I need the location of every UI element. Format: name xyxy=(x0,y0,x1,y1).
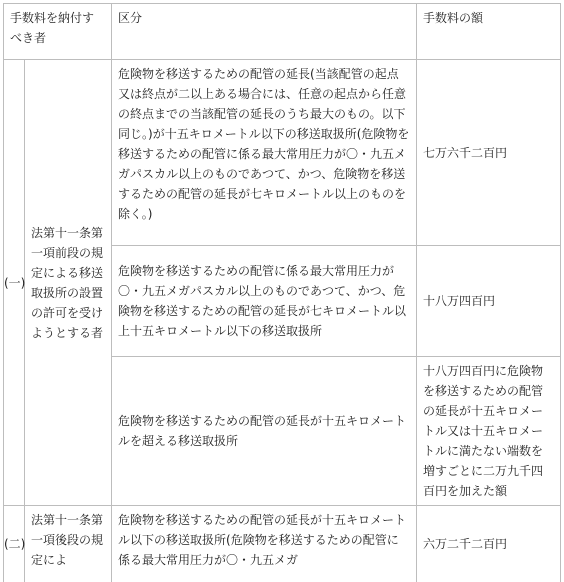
group1-payer: 法第十一条第一項前段の規定による移送取扱所の設置の許可を受けようとする者 xyxy=(25,60,112,506)
group1-row1-amount: 七万六千二百円 xyxy=(417,60,561,246)
table-row xyxy=(4,60,561,246)
group2-row1-category: 危険物を移送するための配管の延長が十五キロメートル以下の移送取扱所(危険物を移送するための配管に係る最大常用圧力が〇・九五メガ xyxy=(112,506,417,582)
header-amount: 手数料の額 xyxy=(417,4,561,60)
group2-number: (二) xyxy=(4,506,25,582)
header-category: 区分 xyxy=(112,4,417,60)
group1-row3-category: 危険物を移送するための配管の延長が十五キロメートルを超える移送取扱所 xyxy=(112,357,417,506)
header-payer: 手数料を納付すべき者 xyxy=(4,4,112,60)
header-row xyxy=(4,4,561,60)
group2-payer: 法第十一条第一項後段の規定によ xyxy=(25,506,112,582)
fee-table xyxy=(3,3,561,582)
group1-number: (一) xyxy=(4,60,25,506)
group1-row1-category: 危険物を移送するための配管の延長(当該配管の起点又は終点が二以上ある場合には、任意の起点から任意の終点までの当該配管の延長のうち最大のもの。以下同じ。)が十五キロメートル以下の移送取扱所(危険物を移送するための配管に係る最大常用圧力が〇・九五メガパスカル以上のものであつて、かつ、危険物を移送するための配管の延長が七キロメートル以上のものを除く。) xyxy=(112,60,417,246)
group1-row3-amount: 十八万四百円に危険物を移送するための配管の延長が十五キロメートル又は十五キロメートルに満たない端数を増すごとに二万九千四百円を加えた額 xyxy=(417,357,561,506)
group1-row2-category: 危険物を移送するための配管に係る最大常用圧力が〇・九五メガパスカル以上のものであつて、かつ、危険物を移送するための配管の延長が七キロメートル以上十五キロメートル以下の移送取扱所 xyxy=(112,246,417,357)
group2-row1-amount: 六万二千二百円 xyxy=(417,506,561,582)
group1-row2-amount: 十八万四百円 xyxy=(417,246,561,357)
table-row xyxy=(4,506,561,582)
